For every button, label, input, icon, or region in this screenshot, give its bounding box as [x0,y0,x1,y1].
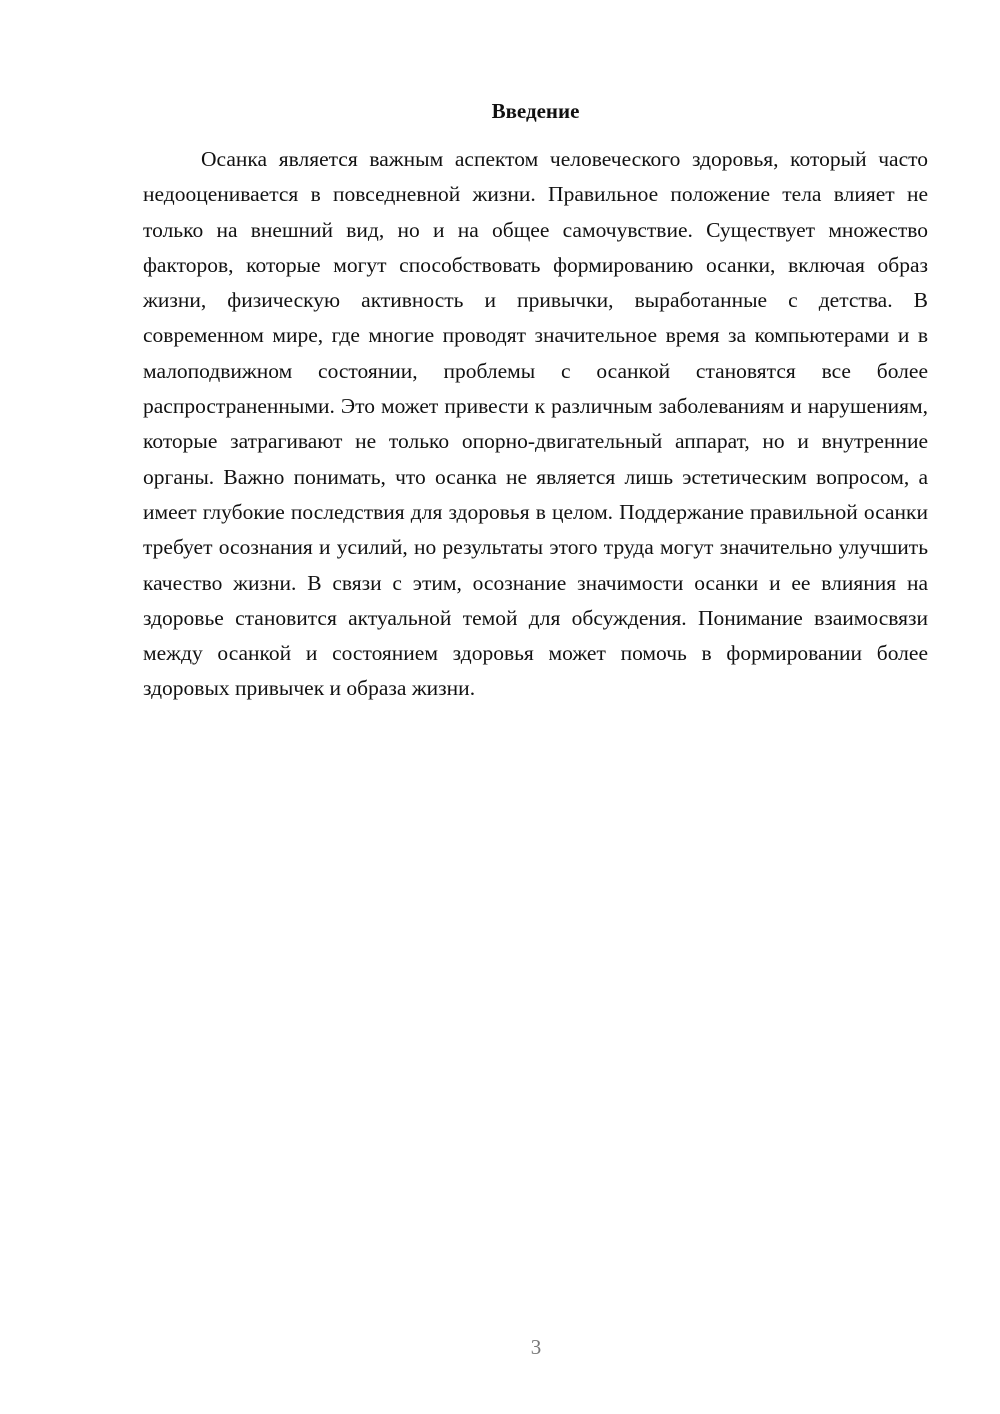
section-heading: Введение [491,99,580,123]
body-paragraph: Осанка является важным аспектом человеческого здоровья, который часто недооценивается в повседневной жизни. Правильное положение тела влияет не только на внешний вид, но и на общее самочувствие. Существует множество факторов, которые могут способствовать формированию осанки, включая образ жизни, физическую активность и привычки, выработанные с детства. В современном мире, где многие проводят значительное время за компьютерами и в малоподвижном состоянии, проблемы с осанкой становятся все более распространенными. Это может привести к различным заболеваниям и нарушениям, которые затрагивают не только опорно-двигательный аппарат, но и внутренние органы. Важно понимать, что осанка не является лишь эстетическим вопросом, а имеет глубокие последствия для здоровья в целом. Поддержание правильной осанки требует осознания и усилий, но результаты этого труда могут значительно улучшить качество жизни. В связи с этим, осознание значимости осанки и ее влияния на здоровье становится актуальной темой для обсуждения. Понимание взаимосвязи между осанкой и состоянием здоровья может помочь в формировании более здоровых привычек и образа жизни. [143,147,928,701]
page-number: 3 [530,1335,542,1359]
